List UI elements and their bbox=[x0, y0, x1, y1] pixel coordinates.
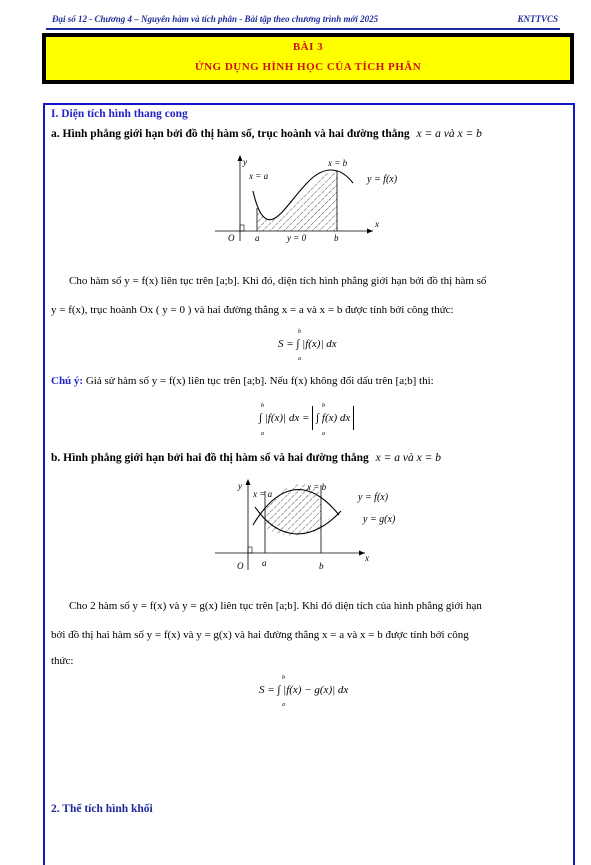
formula-area: S = ∫ |f(x)| dx bbox=[278, 338, 337, 350]
title-box bbox=[42, 33, 574, 84]
svg-text:y: y bbox=[243, 157, 247, 167]
svg-text:a: a bbox=[262, 558, 267, 568]
svg-text:x = b: x = b bbox=[328, 158, 348, 168]
figure-area-between-curves bbox=[215, 475, 380, 572]
note-label: Chú ý: bbox=[51, 375, 84, 387]
formula-between: S = ∫ |f(x) − g(x)| dx bbox=[259, 684, 349, 696]
svg-text:b: b bbox=[334, 233, 339, 243]
svg-text:x = a: x = a bbox=[249, 171, 269, 181]
svg-text:O: O bbox=[228, 233, 235, 243]
fig2-gx-label: y = g(x) bbox=[363, 514, 396, 525]
para2-line2: bởi đồ thị hai hàm số y = f(x) và y = g(x) và hai đường thẳng x = a và x = b được tính bởi công bbox=[51, 629, 469, 641]
svg-text:O: O bbox=[237, 561, 244, 571]
header-right: KNTTVCS bbox=[517, 14, 558, 24]
svg-text:x = b: x = b bbox=[307, 482, 327, 492]
page-header bbox=[52, 14, 558, 28]
section2-heading: 2. Thể tích hình khối bbox=[51, 803, 153, 815]
para1-line2: y = f(x), trục hoành Ox ( y = 0 ) và hai đường thẳng x = a và x = b được tính bởi công thức: bbox=[51, 304, 454, 316]
header-left: Đại số 12 - Chương 4 – Nguyên hàm và tích phân - Bài tập theo chương trình mới 2025 bbox=[52, 14, 379, 24]
svg-text:b: b bbox=[319, 561, 324, 571]
svg-text:x = a: x = a bbox=[253, 489, 273, 499]
subsection-a-heading: a. Hình phẳng giới hạn bởi đồ thị hàm số, trục hoành và hai đường thẳng x = a và x = b bbox=[51, 128, 482, 140]
svg-text:x: x bbox=[375, 219, 379, 229]
formula-note: ∫ |f(x)| dx = ∫ f(x) dx bbox=[259, 412, 354, 424]
svg-text:a: a bbox=[255, 233, 260, 243]
content-frame: I. Diện tích hình thang cong a. Hình phẳng giới hạn bởi đồ thị hàm số, trục hoành và hai đường thẳng x = a và x = b y x x = a x = b O a y = 0 b y = f(x) Cho hàm số y = f(x) liên tục trên [a;b]. Khi đó, diện tích hình phẳng giới hạn bởi đồ thị hàm số y = f(x), trục hoành Ox ( y = 0 ) và hai đường thẳng x = a và x = b được tính bởi công thức: S = ∫ |f(x)| dx b a Chú ý: Giả sử hàm số y = f(x) liên tục trên [a;b]. Nếu f(x) không đổi dấu trên [a;b] thì: ∫ |f(x)| dx = ∫ f(x) dx b a b a b. Hình phẳng giới hạn bởi hai đồ thị hàm số và hai đường thẳng x = a và x = b y x x = a x = b O a b y = f(x) y = g(x) Cho 2 hàm số y = f(x) và y = g(x) liên tục trên [a;b]. Khi đó diện tích của hình phẳng giới hạn bởi đồ thị hai hàm số y = f(x) và y = g(x) và hai đường thẳng x = a và x = b được tính bởi công thức: S = ∫ |f(x) − g(x)| dx b a 2. Thể tích hình khối bbox=[43, 103, 575, 865]
fig2-fx-label: y = f(x) bbox=[358, 492, 389, 503]
para1-line1: Cho hàm số y = f(x) liên tục trên [a;b]. Khi đó, diện tích hình phẳng giới hạn bởi đồ thị hàm số bbox=[69, 275, 487, 287]
note-line: Chú ý: Giả sử hàm số y = f(x) liên tục trên [a;b]. Nếu f(x) không đổi dấu trên [a;b] thì: bbox=[51, 375, 434, 387]
lesson-title: ỨNG DỤNG HÌNH HỌC CỦA TÍCH PHÂN bbox=[194, 61, 422, 73]
figure-area-under-curve bbox=[213, 153, 383, 243]
section1-heading: I. Diện tích hình thang cong bbox=[51, 108, 188, 120]
lesson-number: BÀI 3 bbox=[292, 41, 324, 53]
svg-text:x: x bbox=[365, 553, 369, 563]
svg-text:y: y bbox=[238, 481, 242, 491]
fig1-fx-label: y = f(x) bbox=[367, 174, 398, 185]
subsection-b-heading: b. Hình phẳng giới hạn bởi hai đồ thị hàm số và hai đường thẳng x = a và x = b bbox=[51, 452, 441, 464]
para2-line1: Cho 2 hàm số y = f(x) và y = g(x) liên tục trên [a;b]. Khi đó diện tích của hình phẳng giới hạn bbox=[69, 600, 482, 612]
svg-text:y = 0: y = 0 bbox=[287, 233, 307, 243]
para2-line3: thức: bbox=[51, 655, 74, 667]
header-divider bbox=[46, 28, 560, 30]
